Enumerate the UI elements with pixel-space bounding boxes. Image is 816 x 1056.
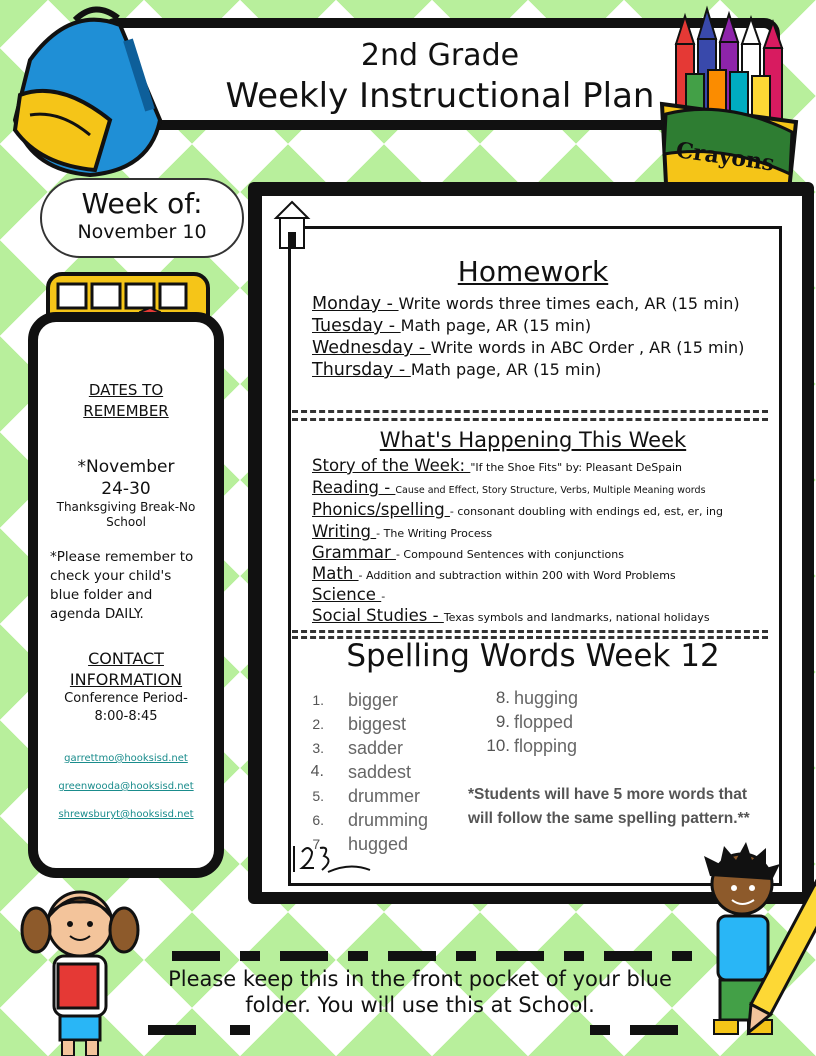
grade-title: 2nd Grade [360, 38, 520, 73]
word-number: 9. [495, 712, 510, 731]
conference-period: Conference Period- 8:00-8:45 [64, 691, 188, 724]
footer-dash [230, 1025, 250, 1035]
footer-dash [564, 951, 584, 961]
happening-subject: Story of the Week: [312, 456, 471, 475]
word-text: bigger [348, 689, 399, 710]
word-number: 3. [312, 740, 324, 756]
plan-title: Weekly Instructional Plan [225, 76, 655, 116]
spelling-word [300, 712, 460, 736]
spelling-word [476, 734, 616, 758]
happening-item [312, 543, 624, 562]
happening-item [312, 564, 676, 583]
footer-dash [496, 951, 544, 961]
word-text: hugged [348, 833, 409, 854]
footer-dash [388, 951, 436, 961]
happening-title: What's Happening This Week [379, 428, 687, 452]
footer-dash [348, 951, 368, 961]
spelling-note: *Students will have 5 more words that will follow the same spelling pattern.** [468, 786, 750, 827]
happening-detail: - Compound Sentences with conjunctions [395, 548, 624, 561]
word-number: 1. [312, 692, 324, 708]
happening-subject: Math [312, 564, 359, 583]
happening-subject: Reading - [312, 478, 396, 497]
word-number: 7. [312, 836, 324, 852]
homework-task: Math page, AR (15 min) [400, 316, 592, 335]
homework-task: Math page, AR (15 min) [410, 360, 602, 379]
spelling-title: Spelling Words Week 12 [346, 638, 720, 674]
word-number: 10. [486, 736, 510, 755]
date-description: Thanksgiving Break-No School [56, 500, 196, 529]
happening-subject: Grammar [312, 543, 396, 562]
footer-dash [672, 951, 692, 961]
crayons-label: Crayons [674, 137, 777, 177]
footer-dash [240, 951, 260, 961]
folder-reminder: *Please remember to check your child's blue folder and agenda DAILY. [50, 549, 194, 622]
happening-item [312, 585, 385, 604]
footer-note: Please keep this in the front pocket of your blue folder. You will use this at School. [168, 967, 672, 1017]
week-of-plaque [40, 178, 244, 258]
email-link[interactable]: shrewsburyt@hooksisd.net [58, 809, 194, 820]
homework-day: Thursday - [312, 360, 411, 380]
word-number: 5. [312, 788, 324, 804]
spelling-list-left [300, 688, 460, 856]
footer-dash [148, 1025, 196, 1035]
dates-heading: DATES TO REMEMBER [83, 381, 169, 420]
happening-subject: Writing [312, 522, 377, 541]
happening-detail: - [381, 590, 386, 603]
happening-item [312, 478, 706, 497]
word-text: hugging [514, 687, 579, 708]
homework-task: Write words three times each, AR (15 min) [398, 294, 740, 313]
happening-detail: - The Writing Process [376, 527, 493, 540]
word-text: flopped [514, 711, 574, 732]
footer-dash [172, 951, 220, 961]
homework-item [312, 294, 740, 314]
footer-dash [630, 1025, 678, 1035]
footer-dash [456, 951, 476, 961]
footer-dash [604, 951, 652, 961]
word-text: drummer [348, 785, 421, 806]
homework-task: Write words in ABC Order , AR (15 min) [430, 338, 745, 357]
schoolhouse-icon [272, 200, 312, 252]
footer-dash [280, 951, 328, 961]
homework-item [312, 360, 601, 380]
email-link[interactable]: garrettmo@hooksisd.net [64, 753, 188, 764]
dates-sidebar [28, 312, 224, 878]
happening-item [312, 606, 710, 625]
happening-subject: Phonics/spelling [312, 500, 450, 519]
contact-heading: CONTACT INFORMATION [69, 649, 183, 689]
week-label: Week of: [81, 187, 203, 220]
spelling-word [300, 736, 460, 760]
happening-item [312, 522, 492, 541]
homework-title: Homework [457, 255, 609, 288]
spelling-word [300, 808, 460, 832]
happening-item [312, 500, 723, 519]
word-number: 8. [495, 688, 510, 707]
boy-with-pencil-icon [694, 836, 816, 1056]
word-number: 6. [312, 812, 324, 828]
word-text: flopping [514, 735, 578, 756]
spelling-word [300, 784, 460, 808]
girl-student-icon [10, 880, 150, 1056]
spelling-list-right [476, 686, 616, 758]
date-main: *November 24-30 [77, 457, 175, 499]
spelling-word [476, 710, 616, 734]
backpack-icon [0, 0, 170, 180]
spelling-word [300, 688, 460, 712]
happening-item [312, 456, 682, 475]
footer-dash [590, 1025, 610, 1035]
happening-detail: Texas symbols and landmarks, national holidays [443, 611, 710, 624]
section-divider [292, 418, 768, 421]
happening-detail: - consonant doubling with endings ed, est, er, ing [449, 505, 723, 518]
word-text: biggest [348, 713, 407, 734]
numbers-doodle-icon [290, 842, 380, 878]
email-link[interactable]: greenwooda@hooksisd.net [58, 781, 194, 792]
homework-day: Tuesday - [312, 316, 401, 336]
word-number: 4. [310, 763, 324, 780]
homework-item [312, 338, 744, 358]
homework-day: Monday - [312, 294, 399, 314]
week-date: November 10 [77, 221, 207, 243]
happening-subject: Social Studies - [312, 606, 444, 625]
homework-item [312, 316, 591, 336]
happening-detail: "If the Shoe Fits" by: Pleasant DeSpain [470, 461, 682, 474]
word-number: 2. [312, 716, 324, 732]
word-text: drumming [348, 809, 429, 830]
happening-detail: - Addition and subtraction within 200 with Word Problems [358, 569, 676, 582]
homework-day: Wednesday - [312, 338, 431, 358]
happening-subject: Science [312, 585, 382, 604]
spelling-word [300, 760, 460, 784]
section-divider [292, 630, 768, 633]
spelling-word [476, 686, 616, 710]
happening-detail: Cause and Effect, Story Structure, Verbs, Multiple Meaning words [395, 485, 706, 496]
word-text: sadder [348, 737, 404, 758]
section-divider [292, 410, 768, 413]
word-text: saddest [348, 761, 412, 782]
